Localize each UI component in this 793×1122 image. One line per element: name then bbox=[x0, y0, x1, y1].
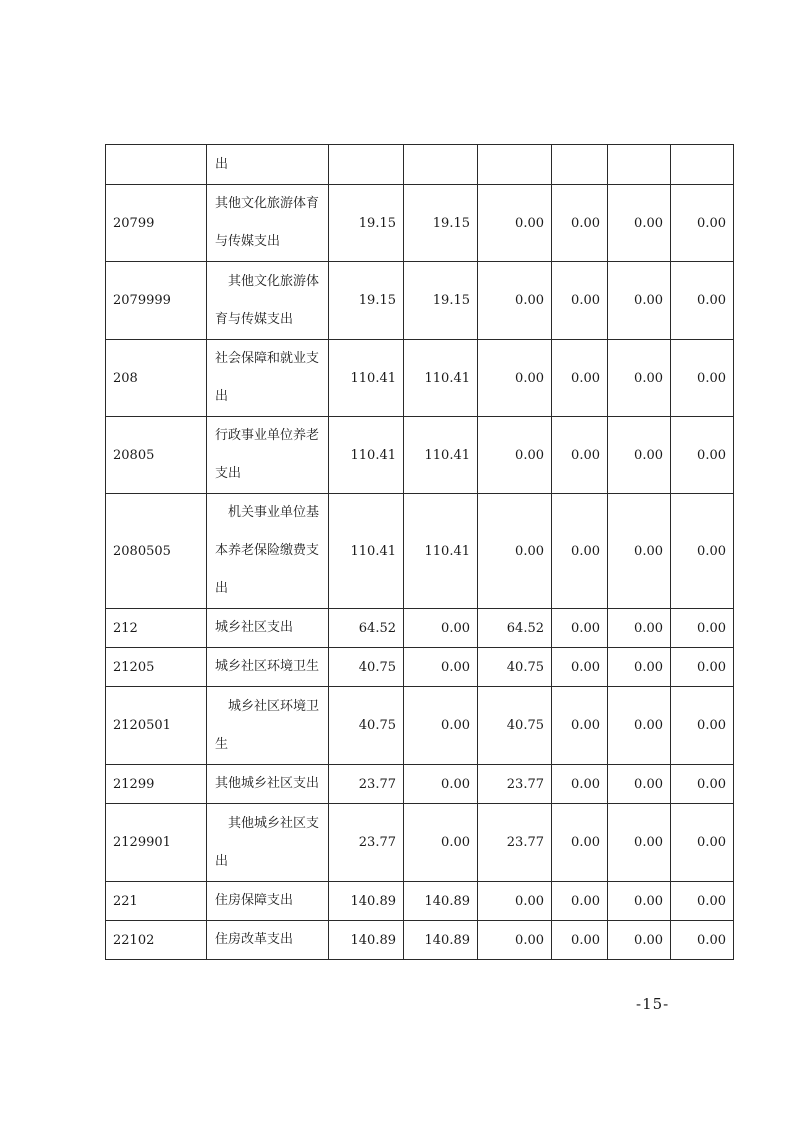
cell-subject-name: 住房保障支出 bbox=[207, 882, 329, 921]
cell-amount bbox=[608, 145, 671, 185]
cell-subject-name: 行政事业单位养老支出 bbox=[207, 417, 329, 494]
cell-amount: 0.00 bbox=[671, 882, 734, 921]
cell-amount: 0.00 bbox=[608, 882, 671, 921]
cell-subject-code: 22102 bbox=[106, 921, 207, 960]
cell-amount: 0.00 bbox=[671, 648, 734, 687]
cell-amount: 0.00 bbox=[608, 687, 671, 765]
cell-subject-code: 2129901 bbox=[106, 804, 207, 882]
cell-amount: 40.75 bbox=[329, 687, 404, 765]
page-number: -15- bbox=[636, 995, 670, 1013]
cell-amount: 0.00 bbox=[552, 494, 608, 609]
cell-subject-code: 20805 bbox=[106, 417, 207, 494]
cell-amount: 0.00 bbox=[552, 262, 608, 340]
cell-amount: 0.00 bbox=[552, 340, 608, 417]
cell-amount: 19.15 bbox=[329, 262, 404, 340]
cell-subject-code: 21205 bbox=[106, 648, 207, 687]
cell-amount: 0.00 bbox=[552, 687, 608, 765]
cell-amount: 23.77 bbox=[478, 765, 552, 804]
cell-subject-code: 20799 bbox=[106, 185, 207, 262]
cell-amount: 0.00 bbox=[478, 494, 552, 609]
cell-amount: 0.00 bbox=[552, 185, 608, 262]
cell-amount: 0.00 bbox=[404, 648, 478, 687]
cell-amount: 0.00 bbox=[478, 262, 552, 340]
cell-amount: 0.00 bbox=[552, 882, 608, 921]
cell-amount: 0.00 bbox=[478, 921, 552, 960]
table-row bbox=[106, 145, 734, 185]
cell-amount bbox=[404, 145, 478, 185]
cell-amount bbox=[552, 145, 608, 185]
table-row bbox=[106, 340, 734, 417]
cell-amount: 140.89 bbox=[329, 921, 404, 960]
table-row bbox=[106, 417, 734, 494]
cell-amount: 0.00 bbox=[404, 687, 478, 765]
cell-amount: 110.41 bbox=[404, 417, 478, 494]
cell-amount: 0.00 bbox=[478, 340, 552, 417]
cell-subject-name: 出 bbox=[207, 145, 329, 185]
cell-subject-name: 其他文化旅游体育与传媒支出 bbox=[207, 185, 329, 262]
cell-amount: 0.00 bbox=[608, 804, 671, 882]
cell-subject-code: 221 bbox=[106, 882, 207, 921]
cell-subject-name: 其他城乡社区支出 bbox=[207, 765, 329, 804]
cell-amount: 0.00 bbox=[671, 609, 734, 648]
cell-subject-code: 2080505 bbox=[106, 494, 207, 609]
cell-amount: 0.00 bbox=[552, 648, 608, 687]
table-row bbox=[106, 185, 734, 262]
cell-amount: 0.00 bbox=[478, 882, 552, 921]
cell-amount: 0.00 bbox=[478, 417, 552, 494]
cell-subject-code: 2079999 bbox=[106, 262, 207, 340]
cell-amount: 140.89 bbox=[404, 882, 478, 921]
cell-amount: 140.89 bbox=[329, 882, 404, 921]
cell-amount: 0.00 bbox=[608, 494, 671, 609]
budget-expenditure-table bbox=[105, 144, 734, 960]
cell-subject-name: 其他城乡社区支出 bbox=[207, 804, 329, 882]
cell-subject-name: 城乡社区支出 bbox=[207, 609, 329, 648]
cell-amount: 110.41 bbox=[329, 340, 404, 417]
cell-subject-code: 212 bbox=[106, 609, 207, 648]
cell-amount bbox=[329, 145, 404, 185]
cell-amount: 140.89 bbox=[404, 921, 478, 960]
cell-amount: 19.15 bbox=[404, 185, 478, 262]
cell-amount: 0.00 bbox=[671, 494, 734, 609]
cell-amount: 110.41 bbox=[329, 417, 404, 494]
cell-subject-code: 2120501 bbox=[106, 687, 207, 765]
cell-amount: 0.00 bbox=[608, 417, 671, 494]
table-row bbox=[106, 804, 734, 882]
cell-amount: 19.15 bbox=[329, 185, 404, 262]
cell-amount: 0.00 bbox=[608, 765, 671, 804]
cell-amount: 0.00 bbox=[552, 804, 608, 882]
table-row bbox=[106, 262, 734, 340]
cell-amount: 0.00 bbox=[671, 185, 734, 262]
cell-amount: 64.52 bbox=[329, 609, 404, 648]
cell-amount: 40.75 bbox=[478, 687, 552, 765]
cell-subject-name: 城乡社区环境卫生 bbox=[207, 687, 329, 765]
cell-amount: 0.00 bbox=[671, 765, 734, 804]
cell-amount: 0.00 bbox=[608, 340, 671, 417]
cell-subject-name: 城乡社区环境卫生 bbox=[207, 648, 329, 687]
cell-amount: 0.00 bbox=[671, 417, 734, 494]
cell-amount bbox=[478, 145, 552, 185]
cell-amount: 110.41 bbox=[404, 494, 478, 609]
cell-subject-name: 社会保障和就业支出 bbox=[207, 340, 329, 417]
table-row bbox=[106, 609, 734, 648]
cell-subject-code bbox=[106, 145, 207, 185]
cell-amount: 110.41 bbox=[329, 494, 404, 609]
cell-amount: 0.00 bbox=[671, 340, 734, 417]
cell-amount: 0.00 bbox=[478, 185, 552, 262]
table-row bbox=[106, 921, 734, 960]
cell-amount: 40.75 bbox=[329, 648, 404, 687]
table-body bbox=[106, 145, 734, 960]
cell-amount: 0.00 bbox=[404, 609, 478, 648]
cell-amount: 0.00 bbox=[608, 648, 671, 687]
cell-amount bbox=[671, 145, 734, 185]
cell-amount: 40.75 bbox=[478, 648, 552, 687]
cell-amount: 23.77 bbox=[329, 804, 404, 882]
cell-subject-code: 208 bbox=[106, 340, 207, 417]
cell-amount: 0.00 bbox=[608, 185, 671, 262]
cell-subject-name: 住房改革支出 bbox=[207, 921, 329, 960]
cell-amount: 0.00 bbox=[552, 765, 608, 804]
cell-subject-code: 21299 bbox=[106, 765, 207, 804]
cell-amount: 0.00 bbox=[552, 417, 608, 494]
table-row bbox=[106, 648, 734, 687]
cell-subject-name: 其他文化旅游体育与传媒支出 bbox=[207, 262, 329, 340]
cell-amount: 0.00 bbox=[608, 921, 671, 960]
table-row bbox=[106, 882, 734, 921]
cell-amount: 0.00 bbox=[552, 921, 608, 960]
cell-amount: 19.15 bbox=[404, 262, 478, 340]
cell-amount: 0.00 bbox=[404, 765, 478, 804]
cell-amount: 0.00 bbox=[608, 262, 671, 340]
cell-amount: 64.52 bbox=[478, 609, 552, 648]
cell-amount: 0.00 bbox=[671, 262, 734, 340]
table-row bbox=[106, 687, 734, 765]
cell-amount: 0.00 bbox=[552, 609, 608, 648]
table-row bbox=[106, 494, 734, 609]
cell-amount: 0.00 bbox=[608, 609, 671, 648]
cell-amount: 110.41 bbox=[404, 340, 478, 417]
cell-amount: 23.77 bbox=[329, 765, 404, 804]
cell-amount: 23.77 bbox=[478, 804, 552, 882]
cell-amount: 0.00 bbox=[671, 804, 734, 882]
table-row bbox=[106, 765, 734, 804]
cell-amount: 0.00 bbox=[404, 804, 478, 882]
cell-amount: 0.00 bbox=[671, 921, 734, 960]
cell-amount: 0.00 bbox=[671, 687, 734, 765]
cell-subject-name: 机关事业单位基本养老保险缴费支出 bbox=[207, 494, 329, 609]
